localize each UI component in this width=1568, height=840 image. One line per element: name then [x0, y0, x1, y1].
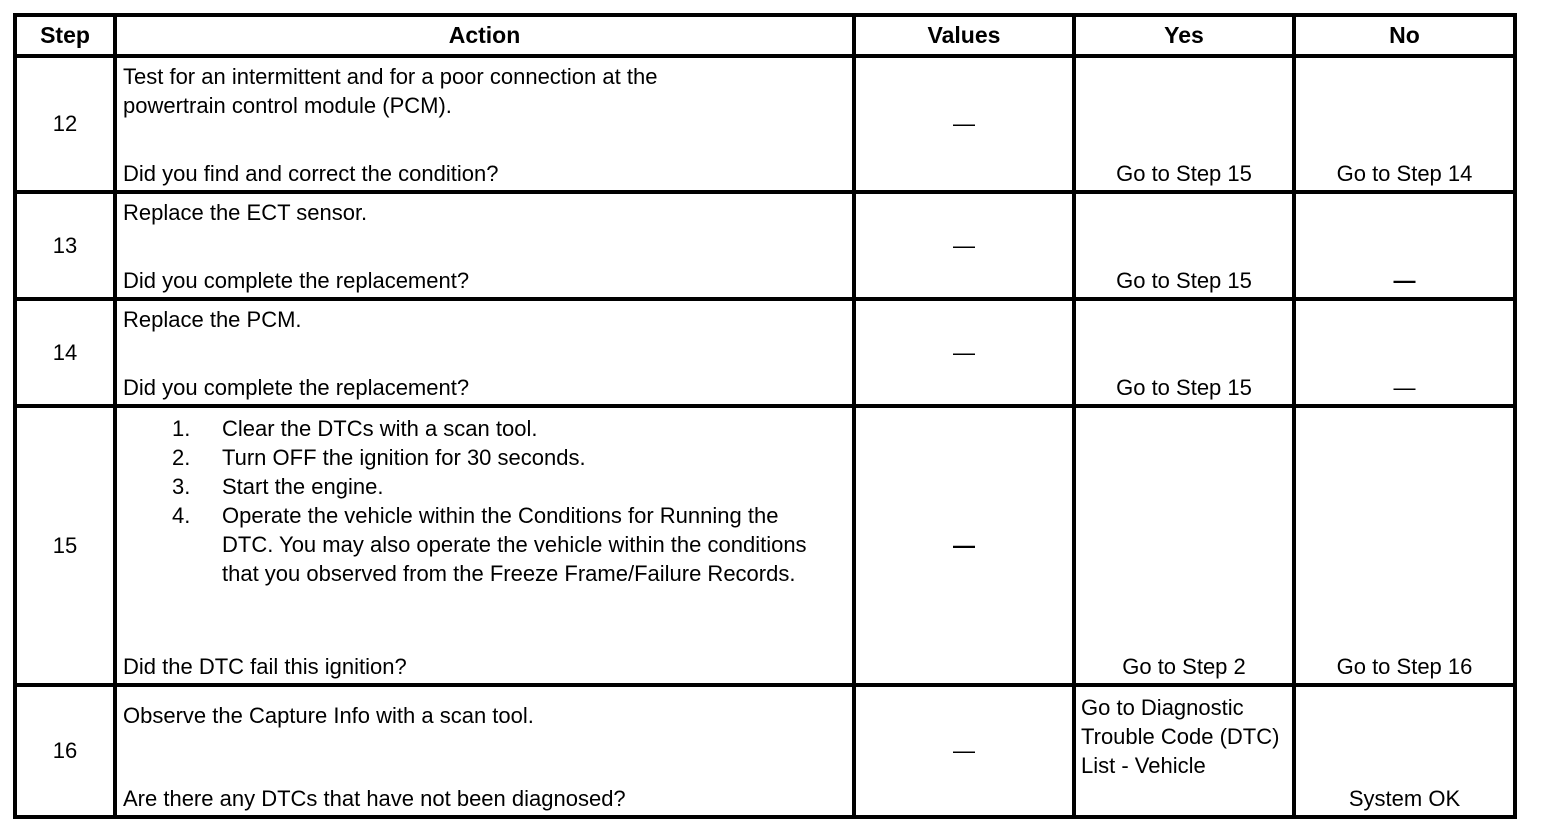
step-number: 13 [15, 192, 115, 299]
table-row [15, 685, 1515, 817]
header-yes: Yes [1074, 15, 1294, 56]
values-cell: — [854, 685, 1074, 817]
header-no: No [1294, 15, 1515, 56]
no-result: Go to Step 14 [1294, 56, 1515, 192]
yes-result: Go to Step 15 [1074, 299, 1294, 406]
values-cell: — [854, 56, 1074, 192]
no-result: System OK [1294, 685, 1515, 817]
substep-number: 2. [172, 445, 191, 470]
action-text: Replace the PCM. [123, 307, 302, 332]
table-row [15, 406, 1515, 685]
table-header-row [15, 15, 1515, 56]
step-number: 12 [15, 56, 115, 192]
action-question: Did you complete the replacement? [123, 268, 470, 293]
substep-text: Start the engine. [222, 474, 384, 499]
action-cell [115, 56, 854, 192]
action-cell [115, 192, 854, 299]
yes-result: Go to Step 2 [1074, 406, 1294, 685]
substep-text: Operate the vehicle within the Conditions for Running the DTC. You may also operate the vehicle within the conditions that you observed from the Freeze Frame/Failure Records. [222, 503, 807, 586]
action-question: Did the DTC fail this ignition? [123, 654, 407, 679]
substep-item [167, 501, 817, 588]
action-question: Did you complete the replacement? [123, 375, 470, 400]
substep-item [167, 443, 846, 472]
table-row [15, 299, 1515, 406]
header-values: Values [854, 15, 1074, 56]
values-cell: — [854, 192, 1074, 299]
table-row [15, 56, 1515, 192]
yes-result: Go to Diagnostic Trouble Code (DTC) List - Vehicle [1074, 685, 1294, 817]
substep-number: 4. [172, 503, 191, 528]
substep-text: Clear the DTCs with a scan tool. [222, 416, 538, 441]
yes-result: Go to Step 15 [1074, 192, 1294, 299]
table-row [15, 192, 1515, 299]
header-step: Step [15, 15, 115, 56]
action-text: Observe the Capture Info with a scan tool. [123, 703, 534, 728]
step-number: 16 [15, 685, 115, 817]
substep-text: Turn OFF the ignition for 30 seconds. [222, 445, 586, 470]
substep-number: 3. [172, 474, 191, 499]
action-question: Did you find and correct the condition? [123, 161, 499, 186]
yes-result: Go to Step 15 [1074, 56, 1294, 192]
substep-list [123, 414, 846, 588]
action-text: Test for an intermittent and for a poor connection at the powertrain control module (PCM). [123, 64, 658, 118]
step-number: 14 [15, 299, 115, 406]
substep-item [167, 472, 846, 501]
action-cell [115, 406, 854, 685]
no-result: Go to Step 16 [1294, 406, 1515, 685]
values-cell: — [854, 406, 1074, 685]
header-action: Action [115, 15, 854, 56]
no-result: — [1294, 192, 1515, 299]
action-cell [115, 299, 854, 406]
values-cell: — [854, 299, 1074, 406]
action-text: Replace the ECT sensor. [123, 200, 368, 225]
action-question: Are there any DTCs that have not been diagnosed? [123, 786, 626, 811]
substep-item [167, 414, 846, 443]
no-result: — [1294, 299, 1515, 406]
diagnostic-table [13, 13, 1517, 819]
substep-number: 1. [172, 416, 191, 441]
action-cell [115, 685, 854, 817]
step-number: 15 [15, 406, 115, 685]
